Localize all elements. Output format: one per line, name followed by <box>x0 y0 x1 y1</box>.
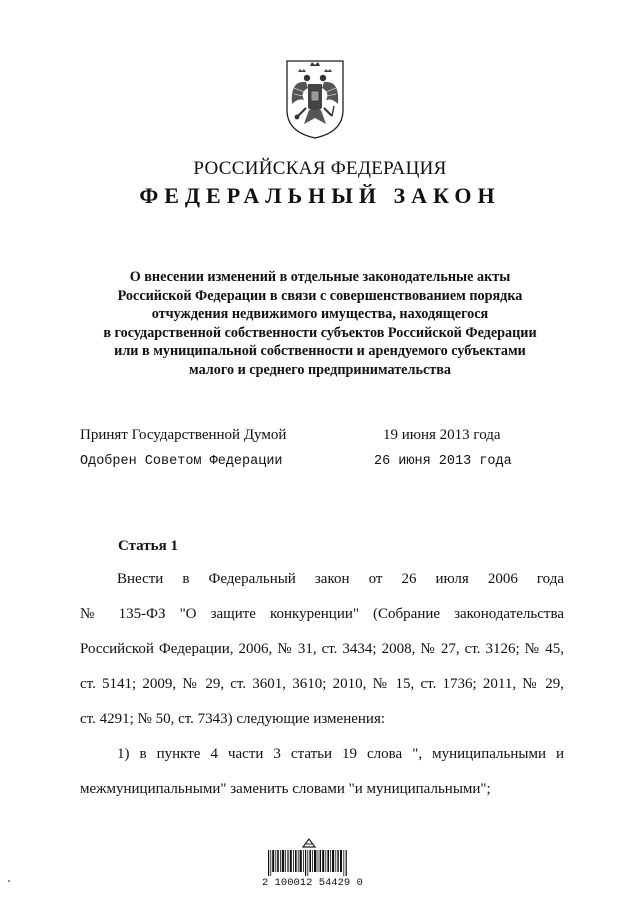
country-name: РОССИЙСКАЯ ФЕДЕРАЦИЯ <box>193 158 447 179</box>
law-title-line: в государственной собственности субъектов Российской Федерации <box>103 324 537 341</box>
amendment-item-line: 1) в пункте 4 части 3 статьи 19 слова ", муниципальными и <box>117 746 564 762</box>
duma-adoption-date: 19 июня 2013 года <box>383 427 501 443</box>
article-text-line: № 135-ФЗ "О защите конкуренции" (Собрание законодательства <box>80 606 564 622</box>
amendment-item-line: межмуниципальными" заменить словами "и муниципальными"; <box>80 781 491 797</box>
law-title-line: О внесении изменений в отдельные законодательные акты <box>129 269 511 285</box>
article-text-line: Российской Федерации, 2006, № 31, ст. 3434; 2008, № 27, ст. 3126; № 45, <box>80 641 564 657</box>
law-title-line: Российской Федерации в связи с совершенствованием порядка <box>117 287 523 304</box>
article-text-line: ст. 4291; № 50, ст. 7343) следующие изменения: <box>80 711 386 727</box>
barcode-icon <box>268 850 348 876</box>
council-approval-date: 26 июня 2013 года <box>374 454 512 469</box>
barcode-number: 2 100012 54429 0 <box>262 877 363 889</box>
document-type: ФЕДЕРАЛЬНЫЙ ЗАКОН <box>139 183 501 208</box>
law-title-line: малого и среднего предпринимательства <box>189 361 451 378</box>
article-text-line: Внести в Федеральный закон от 26 июля 2006 года <box>117 571 564 587</box>
council-approval-label: Одобрен Советом Федерации <box>80 454 283 469</box>
article-heading: Статья 1 <box>118 538 178 554</box>
scan-speck <box>8 880 10 882</box>
duma-adoption-label: Принят Государственной Думой <box>80 427 287 443</box>
triangle-mark-icon <box>302 838 316 848</box>
law-title <box>60 268 580 380</box>
russian-coat-of-arms-icon <box>284 58 346 140</box>
law-title-line: отчуждения недвижимого имущества, находящегося <box>151 306 489 323</box>
document-barcode <box>262 832 363 890</box>
law-title-line: или в муниципальной собственности и арендуемого субъектами <box>114 343 526 360</box>
article-text-line: ст. 5141; 2009, № 29, ст. 3601, 3610; 2010, № 15, ст. 1736; 2011, № 29, <box>80 676 564 692</box>
